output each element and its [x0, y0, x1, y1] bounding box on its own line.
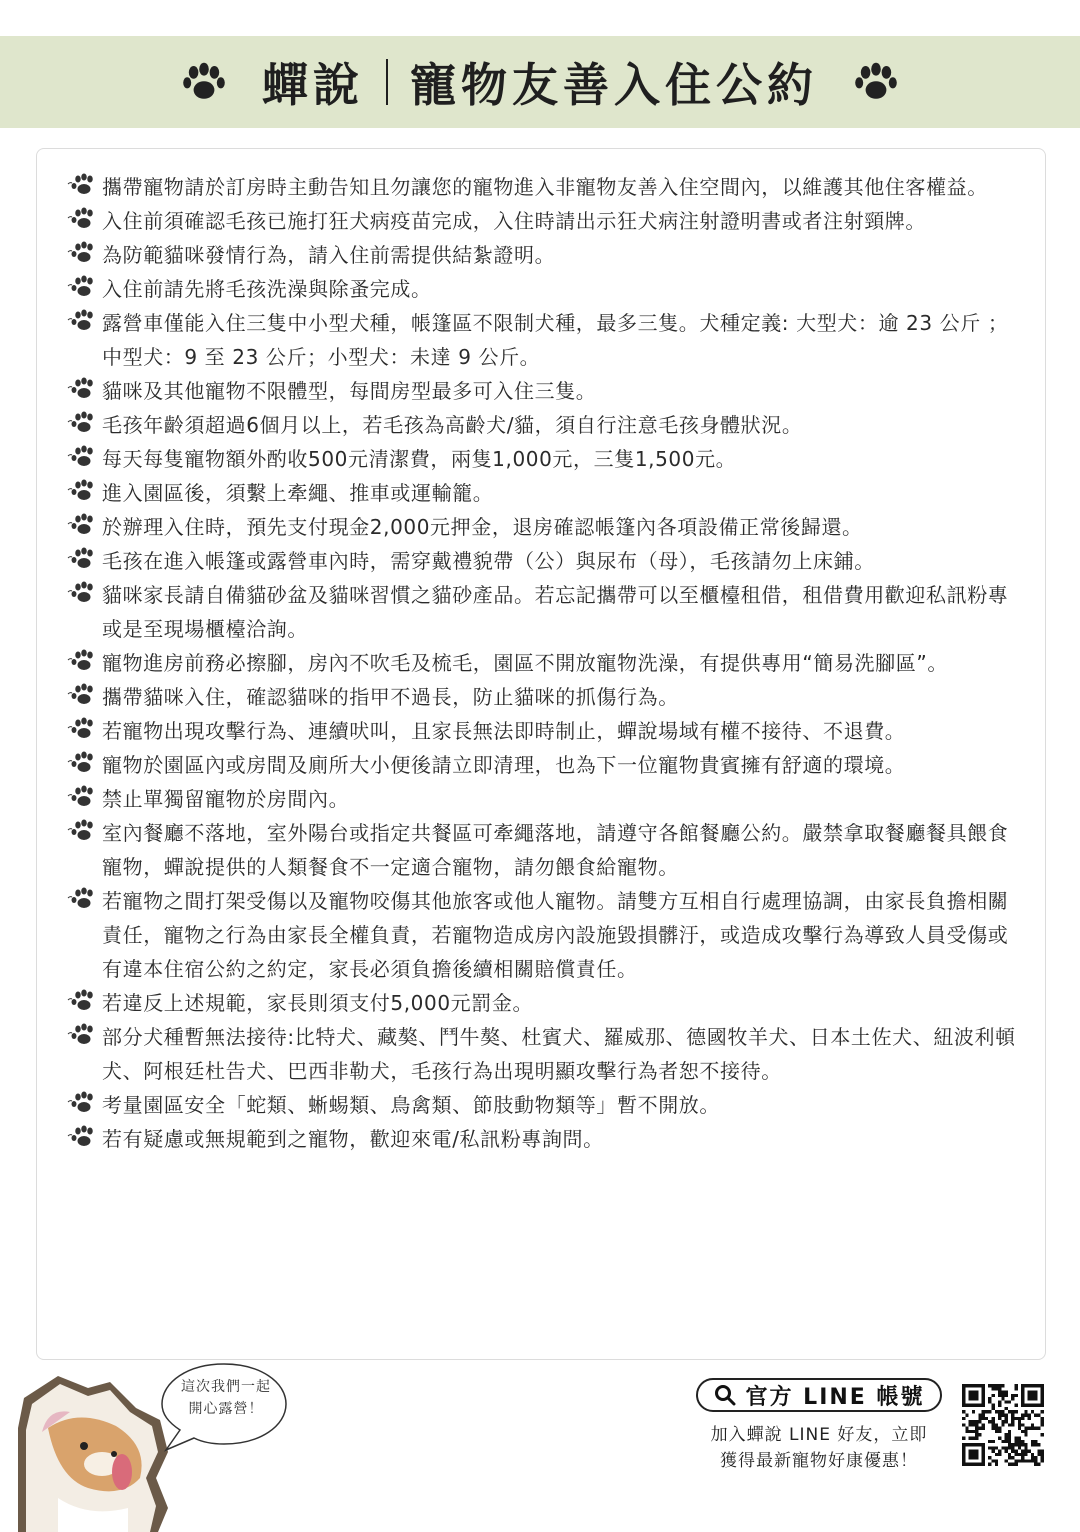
rule-text: 考量園區安全「蛇類、蜥蜴類、鳥禽類、節肢動物類等」暫不開放。	[102, 1093, 720, 1117]
paw-icon	[180, 58, 228, 106]
bubble-line-1: 這次我們一起	[181, 1379, 271, 1395]
paw-icon	[67, 784, 97, 810]
paw-icon	[67, 716, 97, 742]
rule-item	[67, 816, 1027, 884]
rule-text: 室內餐廳不落地，室外陽台或指定共餐區可牽繩落地，請遵守各館餐廳公約。嚴禁拿取餐廳餐具餵食寵物，蟬說提供的人類餐食不一定適合寵物，請勿餵食給寵物。	[102, 821, 1009, 879]
rule-item	[67, 238, 1027, 272]
rule-text: 若有疑慮或無規範到之寵物，歡迎來電/私訊粉專詢問。	[102, 1127, 604, 1151]
rule-item	[67, 986, 1027, 1020]
rule-text: 毛孩年齡須超過6個月以上，若毛孩為高齡犬/貓，須自行注意毛孩身體狀況。	[102, 413, 803, 437]
rule-item	[67, 204, 1027, 238]
rule-item	[67, 1020, 1027, 1088]
search-icon	[714, 1384, 736, 1406]
rule-item	[67, 510, 1027, 544]
rule-item	[67, 374, 1027, 408]
paw-icon	[67, 478, 97, 504]
promo-line-2: 獲得最新寵物好康優惠！	[720, 1451, 918, 1471]
rule-item	[67, 408, 1027, 442]
rule-text: 若寵物之間打架受傷以及寵物咬傷其他旅客或他人寵物。請雙方互相自行處理協調，由家長負擔相關責任，寵物之行為由家長全權負責，若寵物造成房內設施毀損髒汙，或造成攻擊行為導致人員受傷或有違本住宿公約之約定，家長必須負擔後續相關賠償責任。	[102, 889, 1009, 981]
paw-icon	[67, 682, 97, 708]
rule-item	[67, 442, 1027, 476]
header-banner	[0, 36, 1080, 128]
paw-icon	[67, 580, 97, 606]
rule-item	[67, 884, 1027, 986]
bubble-line-2: 開心露營！	[188, 1401, 264, 1417]
rule-item	[67, 782, 1027, 816]
rule-text: 為防範貓咪發情行為，請入住前需提供結紮證明。	[102, 243, 556, 267]
paw-icon	[67, 308, 97, 334]
rule-text: 於辦理入住時，預先支付現金2,000元押金，退房確認帳篷內各項設備正常後歸還。	[102, 515, 863, 539]
qr-code-icon[interactable]	[962, 1384, 1044, 1466]
rule-item	[67, 646, 1027, 680]
rule-item	[67, 1088, 1027, 1122]
rule-text: 進入園區後，須繫上牽繩、推車或運輸籠。	[102, 481, 494, 505]
paw-icon	[67, 206, 97, 232]
paw-icon	[67, 1022, 97, 1048]
paw-icon	[67, 1090, 97, 1116]
rule-item	[67, 272, 1027, 306]
rule-text: 入住前請先將毛孩洗澡與除蚤完成。	[102, 277, 432, 301]
rule-text: 每天每隻寵物額外酌收500元清潔費，兩隻1,000元，三隻1,500元。	[102, 447, 737, 471]
paw-icon	[67, 818, 97, 844]
rule-text: 若違反上述規範，家長則須支付5,000元罰金。	[102, 991, 534, 1015]
rule-text: 露營車僅能入住三隻中小型犬種，帳篷區不限制犬種，最多三隻。犬種定義: 大型犬：逾 23 公斤 ；中型犬：9 至 23 公斤；小型犬：未達 9 公斤。	[102, 311, 1009, 369]
rule-text: 入住前須確認毛孩已施打狂犬病疫苗完成，入住時請出示狂犬病注射證明書或者注射頸牌。	[102, 209, 926, 233]
line-promo-text	[696, 1422, 942, 1474]
promo-line-1: 加入蟬說 LINE 好友，立即	[710, 1425, 928, 1445]
rule-item	[67, 544, 1027, 578]
line-button-label: 官方 LINE 帳號	[745, 1384, 925, 1410]
rule-text: 部分犬種暫無法接待:比特犬、藏獒、鬥牛獒、杜賓犬、羅威那、德國牧羊犬、日本土佐犬、紐波利頓犬、阿根廷杜告犬、巴西非勒犬，毛孩行為出現明顯攻擊行為者恕不接待。	[102, 1025, 1016, 1083]
paw-icon	[67, 988, 97, 1014]
rule-text: 毛孩在進入帳篷或露營車內時，需穿戴禮貌帶（公）與尿布（母），毛孩請勿上床鋪。	[102, 549, 875, 573]
rule-item	[67, 1122, 1027, 1156]
paw-icon	[67, 750, 97, 776]
rule-text: 貓咪及其他寵物不限體型，每間房型最多可入住三隻。	[102, 379, 597, 403]
paw-icon	[67, 886, 97, 912]
paw-icon	[67, 546, 97, 572]
brand-name: 蟬說	[262, 58, 364, 112]
rules-card	[36, 148, 1046, 1360]
paw-icon	[67, 648, 97, 674]
title-divider	[386, 59, 388, 105]
rules-list	[67, 170, 1027, 1156]
rule-item	[67, 578, 1027, 646]
paw-icon	[67, 172, 97, 198]
paw-icon	[67, 512, 97, 538]
paw-icon	[67, 240, 97, 266]
paw-icon	[852, 58, 900, 106]
rule-item	[67, 680, 1027, 714]
title-text: 寵物友善入住公約	[410, 58, 818, 112]
paw-icon	[67, 1124, 97, 1150]
rule-item	[67, 476, 1027, 510]
rule-item	[67, 306, 1027, 374]
rule-text: 寵物進房前務必擦腳，房內不吹毛及梳毛，園區不開放寵物洗澡，有提供專用“簡易洗腳區”。	[102, 651, 948, 675]
official-line-button[interactable]	[696, 1378, 942, 1412]
rule-text: 若寵物出現攻擊行為、連續吠叫，且家長無法即時制止，蟬說場域有權不接待、不退費。	[102, 719, 906, 743]
rule-item	[67, 714, 1027, 748]
paw-icon	[67, 444, 97, 470]
rule-item	[67, 170, 1027, 204]
page-title	[146, 49, 934, 115]
paw-icon	[67, 376, 97, 402]
rule-text: 寵物於園區內或房間及廁所大小便後請立即清理，也為下一位寵物貴賓擁有舒適的環境。	[102, 753, 906, 777]
rule-text: 攜帶貓咪入住，確認貓咪的指甲不過長，防止貓咪的抓傷行為。	[102, 685, 679, 709]
rule-text: 貓咪家長請自備貓砂盆及貓咪習慣之貓砂產品。若忘記攜帶可以至櫃檯租借，租借費用歡迎私訊粉專或是至現場櫃檯洽詢。	[102, 583, 1009, 641]
bubble-text	[170, 1376, 282, 1420]
rule-item	[67, 748, 1027, 782]
paw-icon	[67, 274, 97, 300]
rule-text: 攜帶寵物請於訂房時主動告知且勿讓您的寵物進入非寵物友善入住空間內，以維護其他住客權益。	[102, 175, 988, 199]
rule-text: 禁止單獨留寵物於房間內。	[102, 787, 350, 811]
paw-icon	[67, 410, 97, 436]
